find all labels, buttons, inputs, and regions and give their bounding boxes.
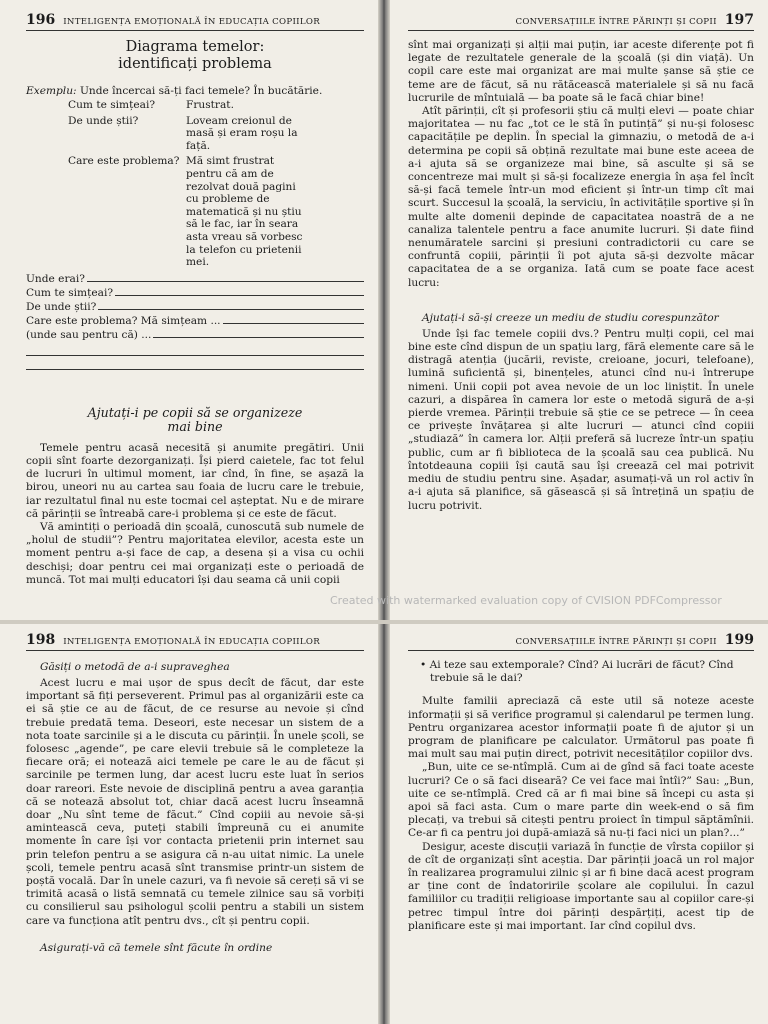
fill-in-label: (unde sau pentru că) ... (26, 328, 152, 341)
fill-in-label: Care este problema? Mă simțeam ... (26, 314, 221, 327)
example-label: Exemplu: (26, 85, 77, 97)
qa-row (26, 115, 364, 153)
subheading: Găsiți o metodă de a-i supraveghea (40, 661, 230, 673)
qa-row (26, 155, 364, 268)
paragraph: „Bun, uite ce se-ntîmplă. Cum ai de gînd să faci toate aceste lucruri? Ce o să faci diseară? Ce vei face mai întîi?” Sau: „Bun, uite ce se-ntîmplă. Cred că ar fi mai bine să începi cu asta și apoi să faci asta. Cum o mare parte din week-end o să fim plecați, va trebui să citești pentru proiect în timpul săptămînii. Ce-ar fi ca pentru joi după-amiază să nu-ți faci nici un plan?...” (408, 761, 754, 840)
fill-in-row (26, 328, 364, 342)
paragraph: sînt mai organizați și alții mai puțin, iar aceste diferențe pot fi legate de rezultatele generale de la școală (și din viață). Un copil care este mai organizat are mai multe șanse să știe ce teme are de făcut, să nu rătăcească materialele și să nu facă lucrurile de mîntuială — ba poate să le facă chiar bine! (408, 39, 754, 104)
qa-question: Care este problema? (68, 155, 180, 168)
subheading: Ajutați-i să-și creeze un mediu de studiu corespunzător (422, 311, 719, 324)
paragraph: Atît părinții, cît și profesorii știu că mulți elevi — poate chiar majoritatea — nu fac „tot ce le stă în putință” și nu-și folosesc capacitățile pe deplin. În special la gimnaziu, o metodă de a-i determina pe copii să obțină rezultate mai bune este aceea de a-i ajuta să se organizeze mai bine, să asculte și să se concentreze mai mult și să-și focalizeze energia în așa fel încît să-și facă temele într-un mod eficient și într-un timp cît mai scurt. Succesul la școală, la serviciu, în activitățile sportive și în multe alte domenii depinde de capacitatea noastră de a ne canaliza talentele pentru a face anumite lucruri. Și date fiind nenumăratele sarcini și presiuni contradictorii cu care se confruntă copiii, părinții îi pot ajuta să-și dezvolte măcar capacitatea de a se organiza. Iată cum se poate face acest lucru: (408, 105, 754, 289)
fill-in-label: De unde știi? (26, 300, 97, 313)
running-header (408, 12, 754, 31)
fill-in-row (26, 314, 364, 328)
fill-in-line (98, 300, 364, 310)
qa-answer: Mă simt frustrat pentru că am de rezolvat două pagini cu probleme de matematică și nu știu să le fac, iar în seara asta vreau să vorbesc la telefon cu prietenii mei. (186, 155, 303, 269)
fill-in-line (87, 272, 364, 282)
qa-question: De unde știi? (68, 114, 139, 127)
subheading: Asigurați-vă că temele sînt făcute în ordine (40, 941, 273, 954)
paragraph: Desigur, aceste discuții variază în funcție de vîrsta copiilor și de cît de organizați sînt aceștia. Dar părinții joacă un rol major în realizarea programului zilnic și ar fi bine dacă acest program ar ține cont de îndatoririle școlare ale copilului. În cazul familiilor cu tradiții religioase importante sau al copiilor care-și petrec timpul între doi părinți despărțiți, acest tip de planificare este și mai important. Iar cînd copilul dvs. (408, 840, 754, 932)
page-198 (0, 624, 378, 1024)
paragraph: Vă amintiți o perioadă din școală, cunoscută sub numele de „holul de studii”? Pentru majoritatea elevilor, acesta este un moment pentru a-și face de cap, a desena și a visa cu ochii deschiși; doar pentru cei mai organizați este o perioadă de muncă. Tot mai mulți educatori își dau seama că unii copii (26, 520, 364, 586)
title-line-2: identificați problema (118, 56, 272, 72)
section-heading (26, 406, 364, 434)
section-heading-line-2: mai bine (167, 418, 223, 434)
paragraph: Unde își fac temele copiii dvs.? Pentru mulți copii, cel mai bine este cînd dispun de un spațiu larg, fără elemente care să le distragă atenția (jucării, reviste, creioane, jocuri, telefoane), lumină suficientă și, binențeles, atunci cînd nu-i întrerupe nimeni. Unii copii pot avea nevoie de un loc liniștit. În unele cazuri, a dispărea în camera lor este o metodă sigură de a-și pierde vremea. Părinții trebuie să știe ce se petrece — în ceea ce privește învățarea și alte lucruri — atunci cînd copiii „studiază” în camera lor. Alții preferă să lucreze într-un spațiu public, cum ar fi biblioteca de la școală sau cea publică. Nu întotdeauna copiii își caută sau își creează cel mai potrivit mediu de studiu pentru sine. Așadar, asumați-vă un rol activ în a-i ajuta să planifice, să găsească și să întrețină un spațiu de lucru potrivit. (408, 327, 754, 512)
fill-in-line (115, 286, 364, 296)
header-title: INTELIGENȚA EMOȚIONALĂ ÎN EDUCAȚIA COPIILOR (63, 17, 320, 27)
fill-in-line (153, 328, 364, 338)
book-gutter (378, 0, 390, 1024)
running-header (26, 632, 364, 651)
qa-row (26, 99, 364, 112)
page-196 (0, 0, 378, 620)
running-header (26, 12, 364, 31)
fill-in-blank-line (26, 356, 364, 370)
fill-in-row (26, 272, 364, 286)
paragraph: Temele pentru acasă necesită și anumite pregătiri. Unii copii sînt foarte dezorganizați. Își pierd caietele, fac tot felul de lucruri în ultimul moment, iar cînd, în fine, se așază la birou, uneori nu au cartea sau foaia de lucru care le trebuie, iar rezultatul final nu este tocmai cel așteptat. Nu e de mirare că părinții se întreabă care-i problema și ce este de făcut. (26, 441, 364, 520)
fill-in-blank-line (26, 342, 364, 356)
fill-in-label: Unde erai? (26, 272, 85, 285)
page-number: 199 (724, 632, 754, 648)
title-line-1: Diagrama temelor: (125, 39, 265, 55)
qa-question: Cum te simțeai? (68, 99, 156, 111)
fill-in-label: Cum te simțeai? (26, 286, 114, 299)
example-line (26, 85, 364, 98)
page-title (26, 39, 364, 73)
fill-in-row (26, 300, 364, 314)
header-title: INTELIGENȚA EMOȚIONALĂ ÎN EDUCAȚIA COPIILOR (63, 637, 320, 647)
fill-in-row (26, 286, 364, 300)
paragraph: Acest lucru e mai ușor de spus decît de făcut, dar este important să fiți perseverent. Primul pas al organizării este ca ei să știe ce au de făcut, de ce resurse au nevoie și cînd trebuie predată tema. Deseori, este necesar un sistem de a nota toate sarcinile și a le discuta cu părinții. În unele școli, se folosesc „agende”, pe care elevii trebuie să le completeze la fiecare oră; ei notează aici temele pe care le au de făcut și sarcinile pe termen lung, dar acest lucru este luat în serios doar rareori. Este nevoie de disciplină pentru a avea garanția că se notează absolut tot, chiar dacă acest lucru înseamnă doar „Nu sînt teme de făcut.” Cînd copiii au nevoie să-și amintească ceva, puteți stabili împreună cu ei anumite momente în care își vor contacta prietenii prin internet sau prin telefon pentru a se asigura că n-au uitat nimic. La unele școli, temele pentru acasă sînt transmise printr-un sistem de poștă vocală. Dar în unele cazuri, va fi nevoie să cereți să vi se trimită acasă o listă semnată cu temele zilnice sau să vorbiți cu consilierul sau psihologul școlii pentru a stabili un sistem care va funcționa atît pentru dvs., cît și pentru copii. (26, 677, 364, 927)
page-199 (390, 624, 768, 1024)
header-title: CONVERSAȚIILE ÎNTRE PĂRINȚI ȘI COPII (515, 637, 717, 647)
bullet-item: • Ai teze sau extemporale? Cînd? Ai lucrări de făcut? Cînd trebuie să le dai? (420, 659, 734, 685)
qa-answer: Frustrat. (186, 99, 234, 111)
page-number: 197 (724, 12, 754, 28)
running-header (408, 632, 754, 651)
watermark-text: Created with watermarked evaluation copy of CVISION PDFCompressor (330, 594, 722, 607)
example-text: Unde încercai să-ți faci temele? În bucătărie. (76, 85, 323, 97)
header-title: CONVERSAȚIILE ÎNTRE PĂRINȚI ȘI COPII (515, 17, 717, 27)
qa-answer: Loveam creionul de masă și eram roșu la față. (186, 114, 298, 152)
section-heading-line-1: Ajutați-i pe copii să se organizeze (87, 404, 303, 420)
page-number: 198 (26, 632, 56, 648)
fill-in-line (223, 314, 364, 324)
page-number: 196 (26, 12, 56, 28)
page-197 (390, 0, 768, 620)
paragraph: Multe familii apreciază că este util să noteze aceste informații și să verifice programul și calendarul pe termen lung. Pentru organizarea acestor informații poate fi de ajutor și un program de planificare pe calculator. Următorul pas poate fi mai mult sau mai puțin direct, potrivit necesităților copiilor dvs. (408, 695, 754, 761)
